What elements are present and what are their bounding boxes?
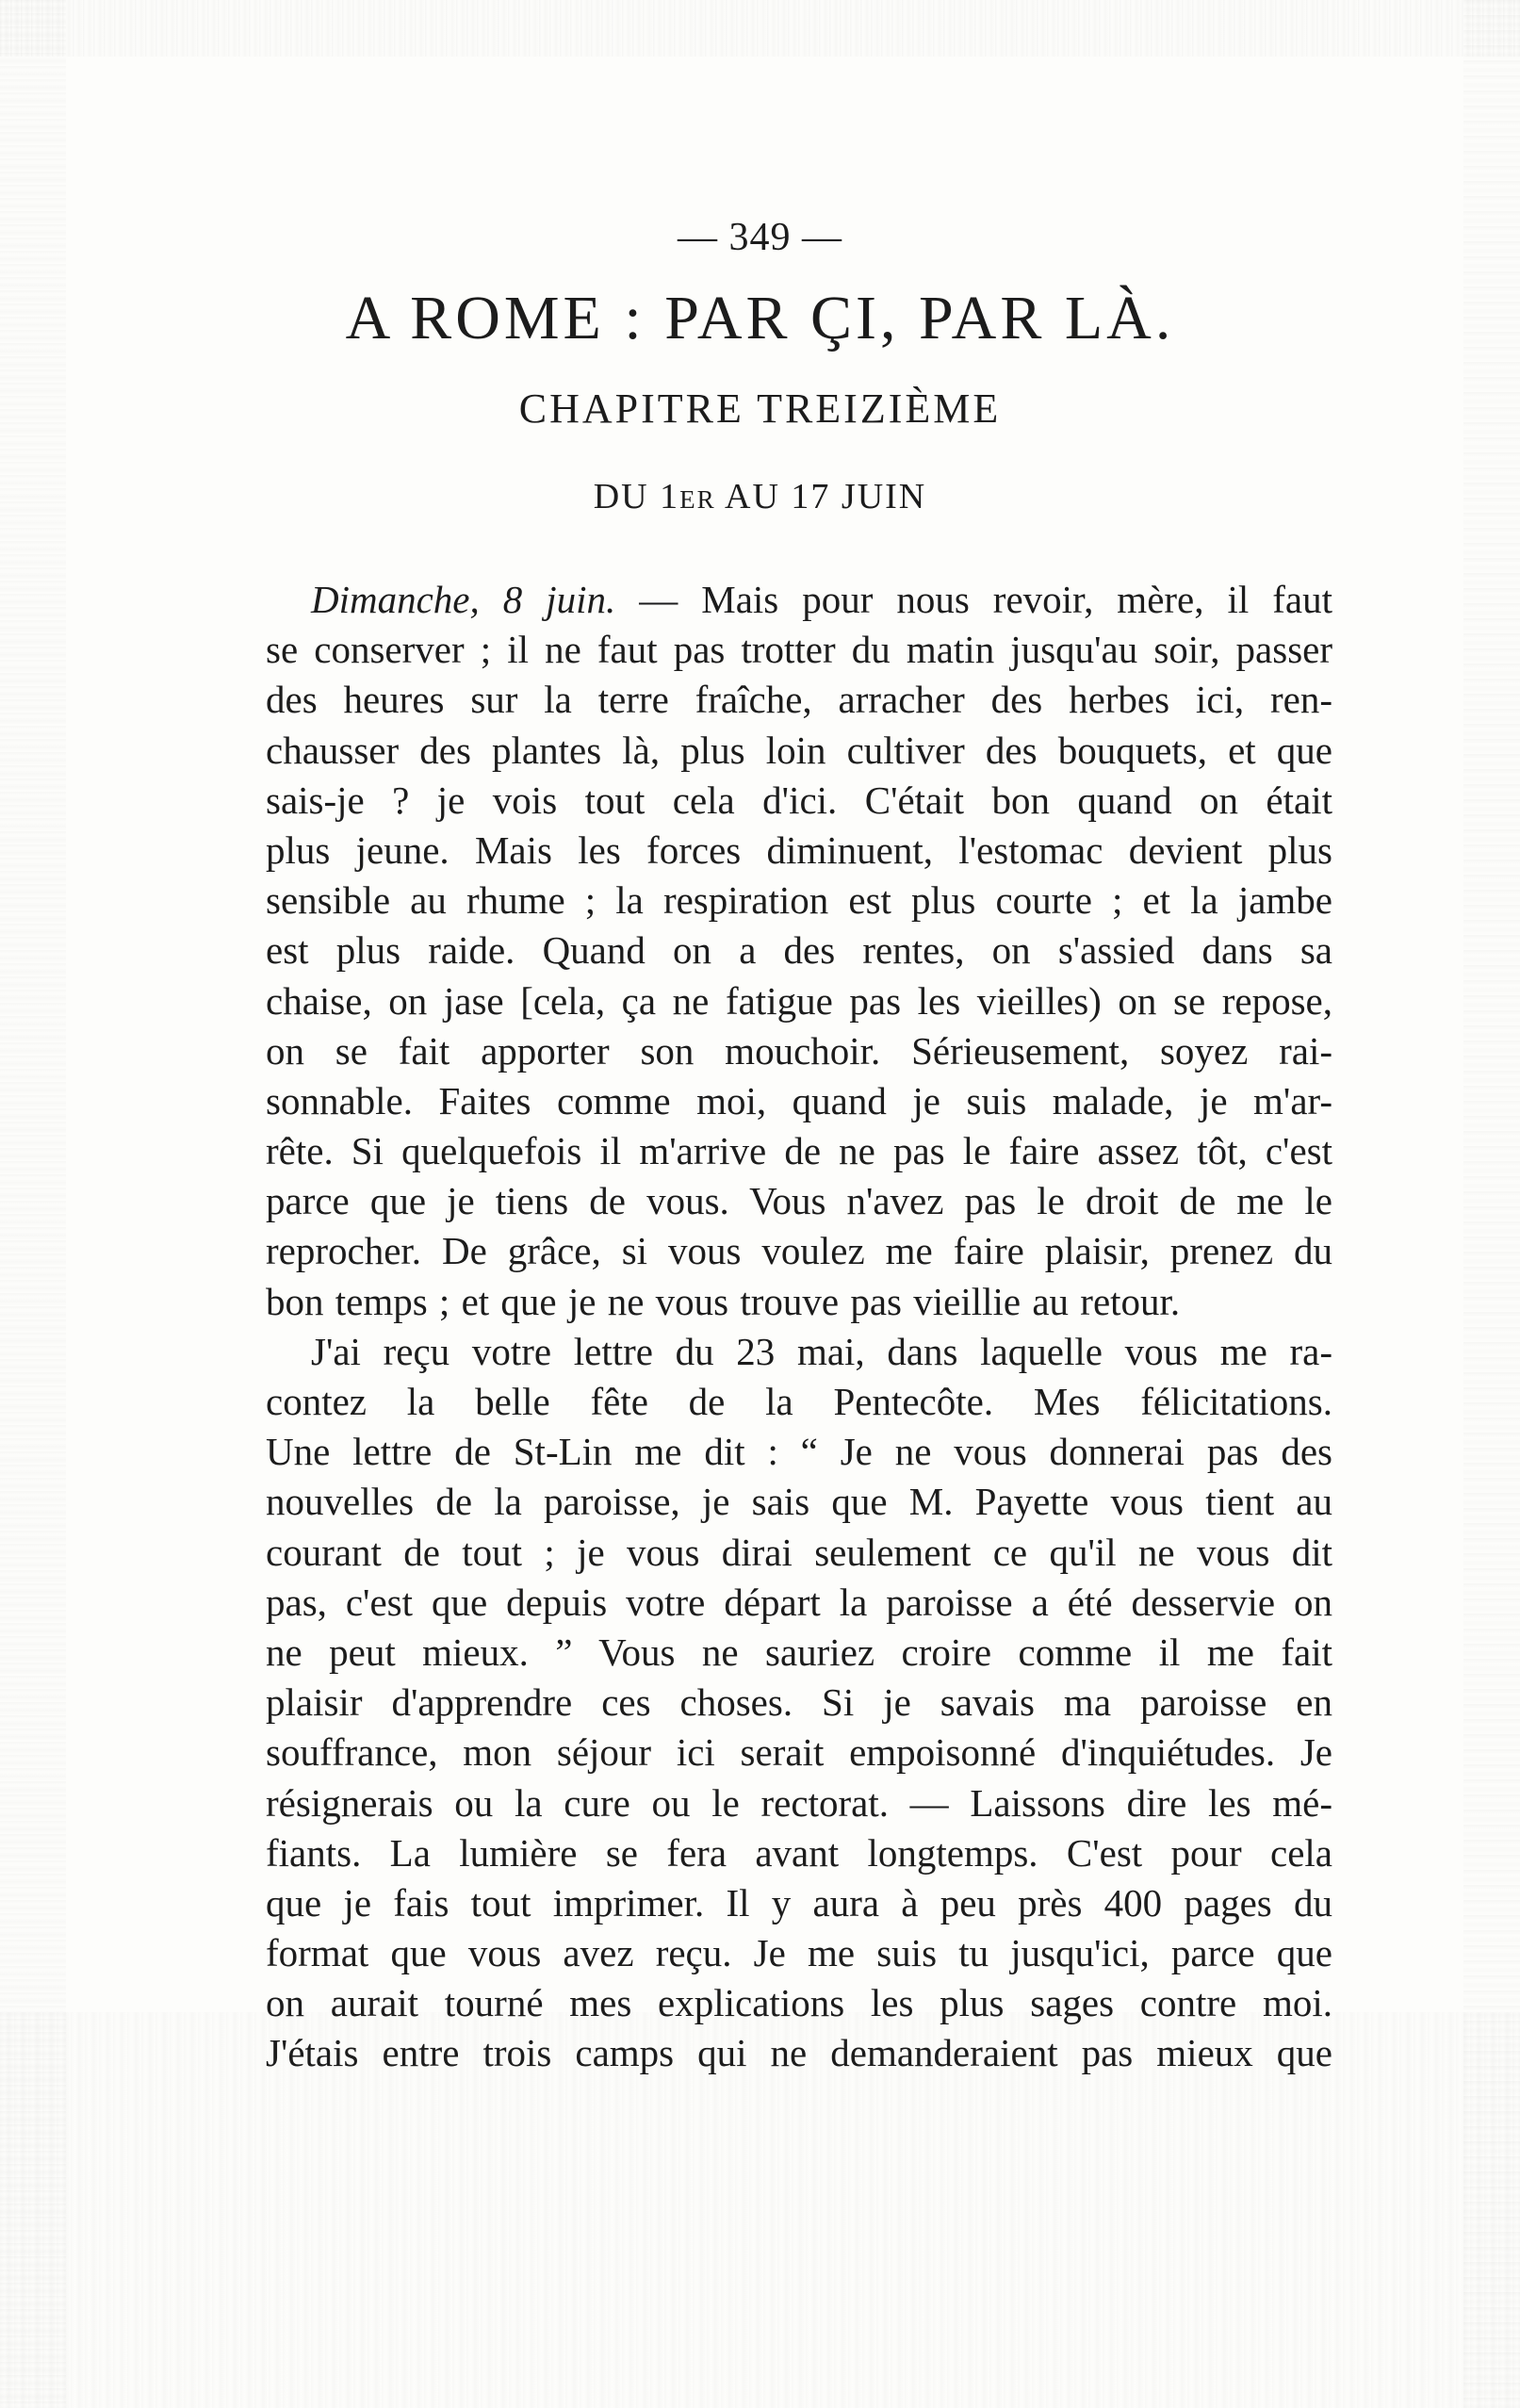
chapter-heading: CHAPITRE TREIZIÈME (518, 385, 1002, 432)
text-line: plus jeune. Mais les forces diminuent, l'estomac devient plus (266, 827, 1332, 872)
text-line: Une lettre de St-Lin me dit : “ Je ne vous donnerai pas des (266, 1430, 1332, 1474)
text-line: plaisir d'apprendre ces choses. Si je savais ma paroisse en (266, 1680, 1332, 1725)
scan-noise-top (0, 0, 1520, 57)
text-line: rête. Si quelquefois il m'arrive de ne pas le faire assez tôt, c'est (266, 1129, 1332, 1173)
chapter-dates: DU 1er AU 17 JUIN (593, 477, 927, 516)
text-line (266, 575, 1332, 625)
text-line: parce que je tiens de vous. Vous n'avez pas le droit de me le (266, 1179, 1332, 1223)
text-line: nouvelles de la paroisse, je sais que M. Payette vous tient au (266, 1480, 1332, 1524)
text-line: sensible au rhume ; la respiration est plus courte ; et la jambe (266, 878, 1332, 923)
text-line: fiants. La lumière se fera avant longtemps. C'est pour cela (266, 1830, 1332, 1875)
text-line: format que vous avez reçu. Je me suis tu jusqu'ici, parce que (266, 1931, 1332, 1975)
page-title: A ROME : PAR ÇI, PAR LÀ. (345, 284, 1175, 352)
text-line: ne peut mieux. ” Vous ne sauriez croire comme il me fait (266, 1630, 1332, 1674)
text-line: chaise, on jase [cela, ça ne fatigue pas les vieilles) on se repose, (266, 978, 1332, 1023)
text-line: des heures sur la terre fraîche, arracher des herbes ici, ren- (266, 678, 1332, 722)
entry-date: Dimanche, 8 juin. (311, 578, 616, 621)
text-line: pas, c'est que depuis votre départ la paroisse a été desservie on (266, 1580, 1332, 1624)
text-line: bon temps ; et que je ne vous trouve pas vieillie au retour. (266, 1279, 1181, 1323)
text-line: on aurait tourné mes explications les plus sages contre moi. (266, 1981, 1332, 2025)
text-line: on se fait apporter son mouchoir. Sérieusement, soyez rai- (266, 1028, 1332, 1073)
text-line: contez la belle fête de la Pentecôte. Mes félicitations. (266, 1380, 1332, 1423)
text-line: courant de tout ; je vous dirai seulement ce qu'il ne vous dit (266, 1530, 1332, 1574)
text-line: reprocher. De grâce, si vous voulez me faire plaisir, prenez du (266, 1229, 1332, 1273)
text-line: chausser des plantes là, plus loin cultiver des bouquets, et que (266, 728, 1332, 772)
text-line: sonnable. Faites comme moi, quand je suis malade, je m'ar- (266, 1078, 1332, 1122)
body-text (266, 575, 1332, 2079)
text-line-content: — Mais pour nous revoir, mère, il faut (615, 578, 1332, 621)
text-line: J'ai reçu votre lettre du 23 mai, dans laquelle vous me ra- (311, 1329, 1332, 1373)
text-line: se conserver ; il ne faut pas trotter du matin jusqu'au soir, passer (266, 628, 1332, 672)
text-line: résignerais ou la cure ou le rectorat. — Laissons dire les mé- (266, 1780, 1332, 1825)
text-line: est plus raide. Quand on a des rentes, on s'assied dans sa (266, 928, 1332, 973)
text-line: sais-je ? je vois tout cela d'ici. C'était bon quand on était (266, 778, 1332, 822)
text-line: souffrance, mon séjour ici serait empoisonné d'inquiétudes. Je (266, 1730, 1332, 1775)
text-line: que je fais tout imprimer. Il y aura à peu près 400 pages du (266, 1880, 1332, 1925)
page-number: — 349 — (678, 216, 842, 259)
text-line: J'étais entre trois camps qui ne demanderaient pas mieux que (266, 2031, 1332, 2075)
